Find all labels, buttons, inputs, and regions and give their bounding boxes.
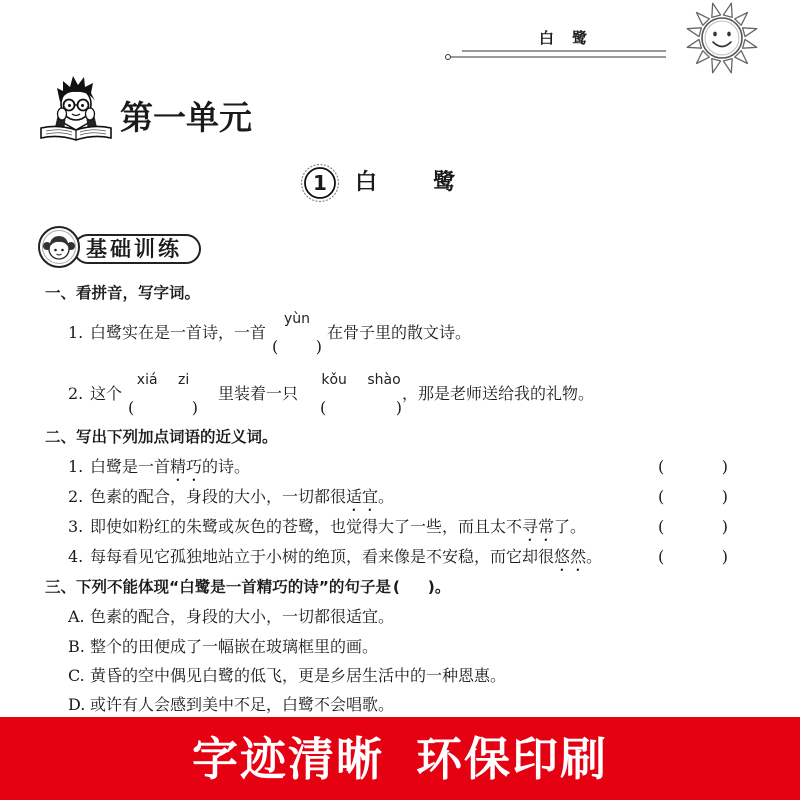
answer-parentheses [658,517,728,537]
question-text: 在骨子里的散文诗。 [327,323,472,342]
question-number: 1. [68,323,84,342]
choice-option-c [68,666,506,686]
option-label: D. [68,695,86,714]
sun-ray [687,28,701,37]
section-2-heading: 二、写出下列加点词语的近义词。 [45,428,278,446]
open-paren: ( [272,337,279,356]
question-text: 。 [378,487,395,506]
synonym-question-3 [68,517,586,545]
section-3-heading-text: 三、下列不能体现“白鹭是一首精巧的诗”的句子是 [45,578,391,596]
open-paren: ( [128,398,135,417]
banner-text-left: 字迹清晰 [192,731,384,786]
pinyin-hint: yùn [284,311,311,327]
option-text: 色素的配合，身段的大小，一切都很适宜。 [90,607,395,626]
pinyin-question-1 [68,309,471,357]
choice-option-a [68,607,394,627]
question-text: 白鹭实在是一首诗，一首 [90,323,267,342]
banner-text-right: 环保印刷 [416,731,608,786]
pinyin-question-2 [68,370,594,418]
dotted-word: 寻常 [522,517,555,536]
question-text: 每每看见它孤独地站立于小树的绝顶，看来像是不安稳，而它却很 [90,547,555,566]
answer-parentheses [393,577,435,597]
question-text: 。 [586,547,603,566]
section-3-heading [45,577,450,597]
sun-ray [743,28,757,37]
question-number: 3. [68,517,84,536]
lesson-title: 白鹭 [355,170,512,195]
question-text: 的诗。 [202,457,251,476]
dotted-word: 精巧 [170,457,203,476]
question-number: 2. [68,384,84,403]
pinyin-blank [128,370,198,418]
question-number: 4. [68,547,84,566]
close-paren: ) [315,337,323,356]
open-paren: ( [658,457,665,476]
open-paren: ( [392,578,400,596]
dotted-word: 适宜 [346,487,379,506]
sun-ray [712,3,721,17]
open-paren: ( [658,547,665,566]
close-paren: ) [191,398,199,417]
dotted-word: 悠然 [554,547,587,566]
running-header-title: 白鹭 [539,29,606,47]
question-text: 这个 [90,384,123,403]
close-paren: ) [427,578,435,596]
question-text: 了。 [554,517,587,536]
open-paren: ( [658,517,665,536]
close-paren: ) [721,547,728,566]
sun-ray [687,39,701,48]
answer-parentheses [658,547,728,567]
question-text: 色素的配合，身段的大小，一切都很 [90,487,347,506]
answer-parentheses [658,457,728,477]
option-text: 或许有人会感到美中不足，白鹭不会唱歌。 [90,695,395,714]
section-1-heading: 一、看拼音，写字词。 [45,284,201,302]
sun-ray [723,3,732,17]
section-3-heading-end: 。 [434,578,451,596]
promo-banner [0,717,800,800]
question-text: ，那是老师送给我的礼物。 [402,384,595,403]
unit-title: 第一单元 [120,98,252,137]
question-number: 2. [68,487,84,506]
pinyin-blank [272,309,322,357]
question-text: 里装着一只 [218,384,299,403]
synonym-question-4 [68,547,602,575]
sun-ray [712,59,721,73]
answer-parentheses [658,487,728,507]
question-number: 1. [68,457,84,476]
pinyin-hint: xiá zi [136,372,190,388]
reading-boy-icon [38,72,114,144]
sun-ray [743,39,757,48]
header-rule [440,44,690,64]
synonym-question-2 [68,487,394,515]
close-paren: ) [395,398,403,417]
answer-parentheses [128,398,198,418]
smiling-sun-icon [684,0,760,76]
close-paren: ) [721,457,728,476]
open-paren: ( [320,398,327,417]
answer-parentheses [272,337,322,357]
option-label: B. [68,637,85,656]
badge-label: 基础训练 [86,237,182,261]
lesson-number: 1 [313,171,327,195]
pinyin-blank [320,370,402,418]
option-text: 整个的田便成了一幅嵌在玻璃框里的画。 [90,637,379,656]
girl-face-icon [39,227,79,267]
question-text: 即使如粉红的朱鹭或灰色的苍鹭，也觉得大了一些，而且太不 [90,517,523,536]
choice-option-b [68,637,378,657]
synonym-question-1 [68,457,250,485]
answer-parentheses [320,398,402,418]
option-label: C. [68,666,85,685]
question-text: 白鹭是一首 [90,457,171,476]
option-text: 黄昏的空中偶见白鹭的低飞，更是乡居生活中的一种恩惠。 [90,666,507,685]
open-paren: ( [658,487,665,506]
sun-ray [723,59,732,73]
close-paren: ) [721,517,728,536]
pinyin-hint: kǒu shào [321,372,401,388]
choice-option-d [68,695,394,715]
option-label: A. [68,607,85,626]
close-paren: ) [721,487,728,506]
